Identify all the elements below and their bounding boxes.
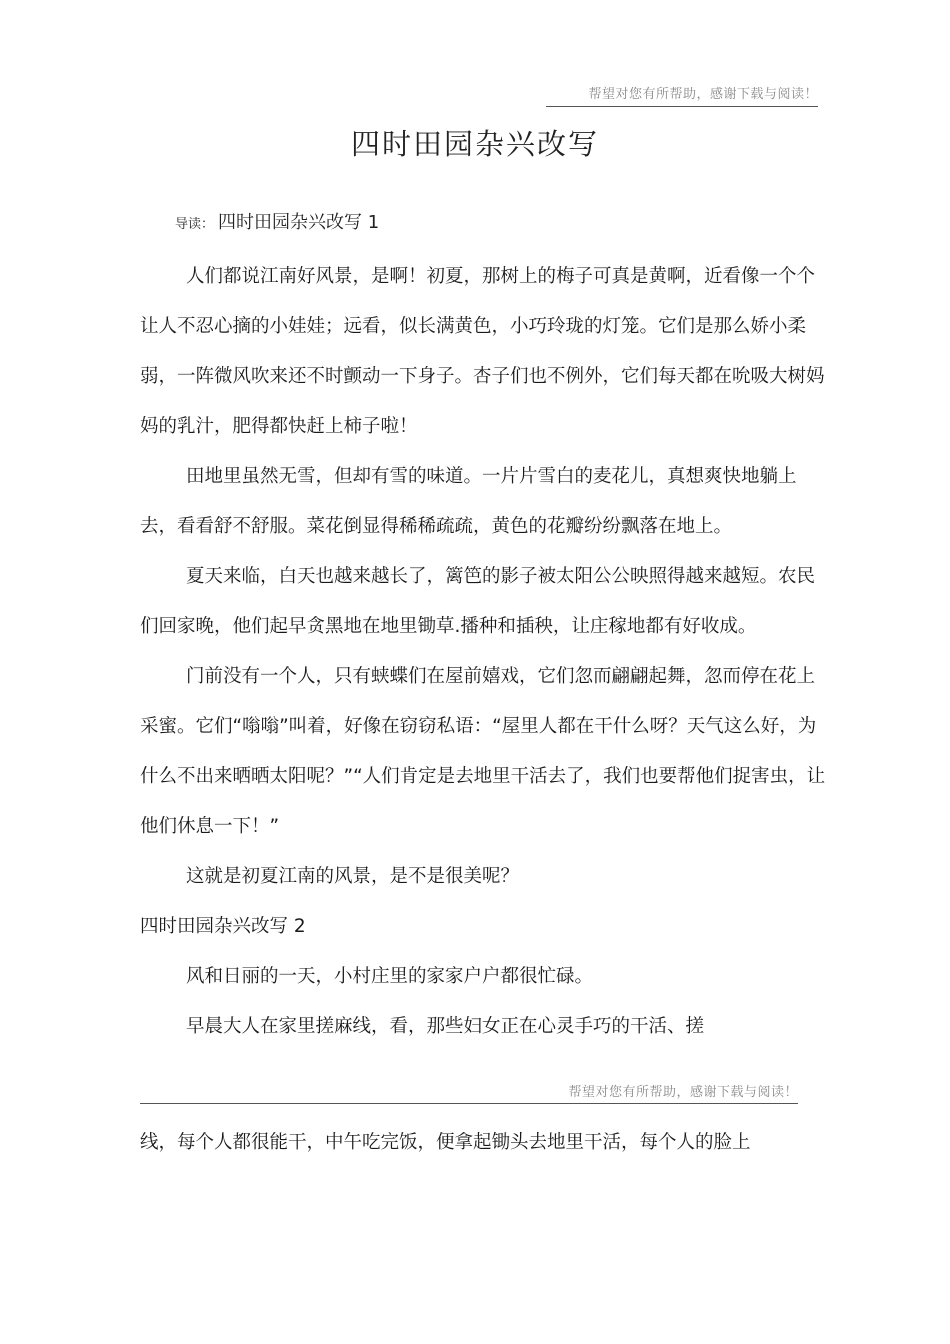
lead-text: 四时田园杂兴改写 1 — [218, 212, 380, 233]
page-footer — [140, 1081, 798, 1104]
paragraph: 田地里虽然无雪，但却有雪的味道。一片片雪白的麦花儿，真想爽快地躺上去，看看舒不舒服。菜花倒显得稀稀疏疏，黄色的花瓣纷纷飘落在地上。 — [140, 466, 797, 537]
footer-note: 帮望对您有所帮助，感谢下载与阅读！ — [568, 1085, 798, 1100]
header-note: 帮望对您有所帮助，感谢下载与阅读！ — [588, 87, 818, 102]
article-body — [140, 252, 830, 1052]
page-header — [546, 83, 818, 107]
lead-label: 导读： — [175, 217, 215, 232]
paragraph: 门前没有一个人，只有蛱蝶们在屋前嬉戏，它们忽而翩翩起舞，忽而停在花上采蜜。它们“嗡嗡”叫着，好像在窃窃私语：“屋里人都在干什么呀？天气这么好，为什么不出来晒晒太阳呢？”“人们肯定是去地里干活去了，我们也要帮他们捉害虫，让他们休息一下！” — [140, 666, 826, 837]
paragraph: 风和日丽的一天，小村庄里的家家户户都很忙碌。 — [186, 966, 594, 987]
section-2-title: 四时田园杂兴改写 2 — [140, 916, 306, 937]
paragraph: 夏天来临，白天也越来越长了，篱笆的影子被太阳公公映照得越来越短。农民们回家晚，他们起早贪黑地在地里锄草.播种和插秧，让庄稼地都有好收成。 — [140, 566, 816, 637]
paragraph: 人们都说江南好风景，是啊！初夏，那树上的梅子可真是黄啊，近看像一个个让人不忍心摘的小娃娃；远看，似长满黄色，小巧玲珑的灯笼。它们是那么娇小柔弱，一阵微风吹来还不时颤动一下身子。杏子们也不例外，它们每天都在吮吸大树妈妈的乳汁，肥得都快赶上柿子啦！ — [140, 266, 825, 437]
paragraph: 这就是初夏江南的风景，是不是很美呢？ — [186, 866, 520, 887]
paragraph: 早晨大人在家里搓麻线，看，那些妇女正在心灵手巧的干活、搓 — [186, 1016, 705, 1037]
document-title: 四时田园杂兴改写 — [350, 127, 599, 161]
lead-line — [175, 208, 379, 234]
continuation-text: 线，每个人都很能干，中午吃完饭，便拿起锄头去地里干活，每个人的脸上 — [140, 1132, 751, 1153]
